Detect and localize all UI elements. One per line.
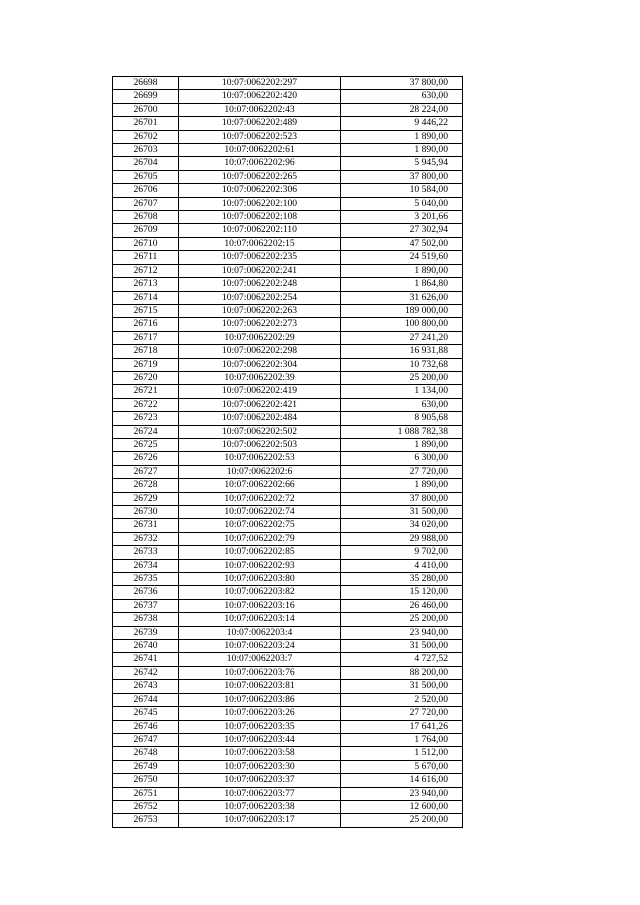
row-number-cell: 26714 [113, 291, 179, 304]
row-number-cell: 26705 [113, 170, 179, 183]
value-cell: 16 931,88 [341, 345, 463, 358]
row-number-cell: 26723 [113, 412, 179, 425]
cadastral-number-cell: 10:07:0062203:17 [179, 814, 341, 827]
table-row [113, 680, 463, 693]
row-number-cell: 26720 [113, 371, 179, 384]
value-cell: 88 200,00 [341, 666, 463, 679]
value-cell: 47 502,00 [341, 237, 463, 250]
row-number-cell: 26725 [113, 438, 179, 451]
cadastral-number-cell: 10:07:0062202:96 [179, 157, 341, 170]
cadastral-number-cell: 10:07:0062202:419 [179, 385, 341, 398]
row-number-cell: 26732 [113, 532, 179, 545]
value-cell: 37 800,00 [341, 77, 463, 90]
value-cell: 27 241,20 [341, 331, 463, 344]
row-number-cell: 26742 [113, 666, 179, 679]
value-cell: 2 520,00 [341, 693, 463, 706]
value-cell: 1 088 782,38 [341, 425, 463, 438]
row-number-cell: 26703 [113, 144, 179, 157]
cadastral-number-cell: 10:07:0062203:38 [179, 800, 341, 813]
row-number-cell: 26708 [113, 211, 179, 224]
value-cell: 9 446,22 [341, 117, 463, 130]
value-cell: 4 727,52 [341, 653, 463, 666]
value-cell: 5 040,00 [341, 197, 463, 210]
table-row [113, 184, 463, 197]
table-row [113, 278, 463, 291]
cadastral-number-cell: 10:07:0062202:43 [179, 103, 341, 116]
table-row [113, 331, 463, 344]
cadastral-number-cell: 10:07:0062203:7 [179, 653, 341, 666]
table-row [113, 800, 463, 813]
table-row [113, 693, 463, 706]
row-number-cell: 26743 [113, 680, 179, 693]
row-number-cell: 26706 [113, 184, 179, 197]
table-row [113, 519, 463, 532]
value-cell: 31 500,00 [341, 640, 463, 653]
table-row [113, 425, 463, 438]
table-row [113, 452, 463, 465]
value-cell: 8 905,68 [341, 412, 463, 425]
value-cell: 27 720,00 [341, 465, 463, 478]
table-row [113, 492, 463, 505]
row-number-cell: 26736 [113, 586, 179, 599]
row-number-cell: 26707 [113, 197, 179, 210]
cadastral-number-cell: 10:07:0062202:29 [179, 331, 341, 344]
cadastral-number-cell: 10:07:0062202:79 [179, 532, 341, 545]
row-number-cell: 26710 [113, 237, 179, 250]
table-row [113, 90, 463, 103]
value-cell: 31 626,00 [341, 291, 463, 304]
value-cell: 1 134,00 [341, 385, 463, 398]
cadastral-number-cell: 10:07:0062202:420 [179, 90, 341, 103]
row-number-cell: 26701 [113, 117, 179, 130]
row-number-cell: 26700 [113, 103, 179, 116]
table-row [113, 144, 463, 157]
table-row [113, 586, 463, 599]
row-number-cell: 26721 [113, 385, 179, 398]
value-cell: 26 460,00 [341, 599, 463, 612]
table-row [113, 653, 463, 666]
table-row [113, 130, 463, 143]
value-cell: 24 519,60 [341, 251, 463, 264]
row-number-cell: 26734 [113, 559, 179, 572]
table-row [113, 720, 463, 733]
value-cell: 1 890,00 [341, 144, 463, 157]
cadastral-number-cell: 10:07:0062202:235 [179, 251, 341, 264]
row-number-cell: 26748 [113, 747, 179, 760]
cadastral-number-cell: 10:07:0062203:37 [179, 774, 341, 787]
cadastral-number-cell: 10:07:0062202:273 [179, 318, 341, 331]
cadastral-number-cell: 10:07:0062202:484 [179, 412, 341, 425]
row-number-cell: 26740 [113, 640, 179, 653]
cadastral-number-cell: 10:07:0062202:306 [179, 184, 341, 197]
row-number-cell: 26718 [113, 345, 179, 358]
table-row [113, 666, 463, 679]
value-cell: 3 201,66 [341, 211, 463, 224]
table-row [113, 599, 463, 612]
value-cell: 35 280,00 [341, 573, 463, 586]
row-number-cell: 26753 [113, 814, 179, 827]
table-row [113, 733, 463, 746]
table-row [113, 304, 463, 317]
row-number-cell: 26750 [113, 774, 179, 787]
cadastral-number-cell: 10:07:0062202:489 [179, 117, 341, 130]
table-row [113, 747, 463, 760]
cadastral-number-cell: 10:07:0062203:4 [179, 626, 341, 639]
value-cell: 100 800,00 [341, 318, 463, 331]
value-cell: 12 600,00 [341, 800, 463, 813]
value-cell: 630,00 [341, 90, 463, 103]
value-cell: 25 200,00 [341, 814, 463, 827]
value-cell: 10 584,00 [341, 184, 463, 197]
table-row [113, 546, 463, 559]
row-number-cell: 26747 [113, 733, 179, 746]
cadastral-number-cell: 10:07:0062203:86 [179, 693, 341, 706]
cadastral-number-cell: 10:07:0062203:14 [179, 613, 341, 626]
table-body [113, 77, 463, 828]
cadastral-number-cell: 10:07:0062202:108 [179, 211, 341, 224]
table-row [113, 224, 463, 237]
cadastral-number-cell: 10:07:0062202:6 [179, 465, 341, 478]
table-row [113, 398, 463, 411]
table-row [113, 345, 463, 358]
cadastral-number-cell: 10:07:0062202:74 [179, 506, 341, 519]
value-cell: 1 890,00 [341, 130, 463, 143]
value-cell: 9 702,00 [341, 546, 463, 559]
cadastral-number-cell: 10:07:0062202:85 [179, 546, 341, 559]
table-row [113, 760, 463, 773]
row-number-cell: 26752 [113, 800, 179, 813]
cadastral-number-cell: 10:07:0062203:80 [179, 573, 341, 586]
cadastral-number-cell: 10:07:0062203:58 [179, 747, 341, 760]
table-row [113, 465, 463, 478]
value-cell: 37 800,00 [341, 170, 463, 183]
cadastral-number-cell: 10:07:0062202:72 [179, 492, 341, 505]
row-number-cell: 26711 [113, 251, 179, 264]
value-cell: 4 410,00 [341, 559, 463, 572]
value-cell: 17 641,26 [341, 720, 463, 733]
table-row [113, 291, 463, 304]
value-cell: 630,00 [341, 398, 463, 411]
cadastral-number-cell: 10:07:0062202:15 [179, 237, 341, 250]
cadastral-number-cell: 10:07:0062202:304 [179, 358, 341, 371]
cadastral-number-cell: 10:07:0062203:35 [179, 720, 341, 733]
table-row [113, 438, 463, 451]
table-row [113, 264, 463, 277]
row-number-cell: 26719 [113, 358, 179, 371]
table-row [113, 707, 463, 720]
row-number-cell: 26722 [113, 398, 179, 411]
row-number-cell: 26727 [113, 465, 179, 478]
table-row [113, 573, 463, 586]
cadastral-number-cell: 10:07:0062203:16 [179, 599, 341, 612]
value-cell: 23 940,00 [341, 626, 463, 639]
cadastral-number-cell: 10:07:0062202:298 [179, 345, 341, 358]
row-number-cell: 26729 [113, 492, 179, 505]
row-number-cell: 26746 [113, 720, 179, 733]
table-row [113, 613, 463, 626]
table-row [113, 103, 463, 116]
value-cell: 25 200,00 [341, 613, 463, 626]
table-row [113, 814, 463, 827]
table-row [113, 157, 463, 170]
cadastral-number-cell: 10:07:0062202:75 [179, 519, 341, 532]
row-number-cell: 26733 [113, 546, 179, 559]
value-cell: 25 200,00 [341, 371, 463, 384]
table-row [113, 77, 463, 90]
cadastral-number-cell: 10:07:0062203:44 [179, 733, 341, 746]
table-row [113, 532, 463, 545]
value-cell: 15 120,00 [341, 586, 463, 599]
table-row [113, 626, 463, 639]
table-row [113, 197, 463, 210]
table-row [113, 559, 463, 572]
row-number-cell: 26704 [113, 157, 179, 170]
cadastral-number-cell: 10:07:0062202:61 [179, 144, 341, 157]
table-row [113, 479, 463, 492]
row-number-cell: 26709 [113, 224, 179, 237]
row-number-cell: 26739 [113, 626, 179, 639]
value-cell: 31 500,00 [341, 680, 463, 693]
row-number-cell: 26699 [113, 90, 179, 103]
row-number-cell: 26731 [113, 519, 179, 532]
table-row [113, 117, 463, 130]
cadastral-number-cell: 10:07:0062202:53 [179, 452, 341, 465]
table-row [113, 170, 463, 183]
cadastral-number-cell: 10:07:0062202:263 [179, 304, 341, 317]
value-cell: 5 670,00 [341, 760, 463, 773]
cadastral-number-cell: 10:07:0062203:82 [179, 586, 341, 599]
row-number-cell: 26751 [113, 787, 179, 800]
row-number-cell: 26737 [113, 599, 179, 612]
row-number-cell: 26717 [113, 331, 179, 344]
table-row [113, 787, 463, 800]
table-row [113, 211, 463, 224]
cadastral-number-cell: 10:07:0062203:81 [179, 680, 341, 693]
value-cell: 29 988,00 [341, 532, 463, 545]
cadastral-number-cell: 10:07:0062202:241 [179, 264, 341, 277]
value-cell: 34 020,00 [341, 519, 463, 532]
row-number-cell: 26715 [113, 304, 179, 317]
value-cell: 189 000,00 [341, 304, 463, 317]
value-cell: 1 764,00 [341, 733, 463, 746]
row-number-cell: 26744 [113, 693, 179, 706]
cadastral-number-cell: 10:07:0062202:66 [179, 479, 341, 492]
value-cell: 1 512,00 [341, 747, 463, 760]
value-cell: 37 800,00 [341, 492, 463, 505]
value-cell: 1 864,80 [341, 278, 463, 291]
cadastral-number-cell: 10:07:0062203:24 [179, 640, 341, 653]
value-cell: 5 945,94 [341, 157, 463, 170]
table-row [113, 251, 463, 264]
table-row [113, 506, 463, 519]
value-cell: 1 890,00 [341, 479, 463, 492]
value-cell: 27 302,94 [341, 224, 463, 237]
table-row [113, 371, 463, 384]
row-number-cell: 26730 [113, 506, 179, 519]
value-cell: 1 890,00 [341, 438, 463, 451]
value-cell: 1 890,00 [341, 264, 463, 277]
value-cell: 31 500,00 [341, 506, 463, 519]
row-number-cell: 26749 [113, 760, 179, 773]
value-cell: 6 300,00 [341, 452, 463, 465]
table-row [113, 774, 463, 787]
row-number-cell: 26735 [113, 573, 179, 586]
cadastral-value-table [112, 76, 463, 828]
cadastral-number-cell: 10:07:0062202:265 [179, 170, 341, 183]
value-cell: 10 732,68 [341, 358, 463, 371]
value-cell: 28 224,00 [341, 103, 463, 116]
row-number-cell: 26741 [113, 653, 179, 666]
table-row [113, 358, 463, 371]
cadastral-number-cell: 10:07:0062203:76 [179, 666, 341, 679]
table-row [113, 412, 463, 425]
table-row [113, 385, 463, 398]
cadastral-number-cell: 10:07:0062202:93 [179, 559, 341, 572]
value-cell: 27 720,00 [341, 707, 463, 720]
row-number-cell: 26712 [113, 264, 179, 277]
cadastral-number-cell: 10:07:0062202:39 [179, 371, 341, 384]
row-number-cell: 26698 [113, 77, 179, 90]
cadastral-number-cell: 10:07:0062203:30 [179, 760, 341, 773]
cadastral-number-cell: 10:07:0062202:100 [179, 197, 341, 210]
cadastral-number-cell: 10:07:0062203:26 [179, 707, 341, 720]
cadastral-number-cell: 10:07:0062202:110 [179, 224, 341, 237]
cadastral-number-cell: 10:07:0062202:523 [179, 130, 341, 143]
cadastral-number-cell: 10:07:0062202:254 [179, 291, 341, 304]
value-cell: 23 940,00 [341, 787, 463, 800]
cadastral-number-cell: 10:07:0062202:248 [179, 278, 341, 291]
row-number-cell: 26745 [113, 707, 179, 720]
value-cell: 14 616,00 [341, 774, 463, 787]
row-number-cell: 26738 [113, 613, 179, 626]
row-number-cell: 26713 [113, 278, 179, 291]
row-number-cell: 26726 [113, 452, 179, 465]
cadastral-number-cell: 10:07:0062202:421 [179, 398, 341, 411]
cadastral-number-cell: 10:07:0062202:503 [179, 438, 341, 451]
cadastral-number-cell: 10:07:0062202:297 [179, 77, 341, 90]
table-row [113, 640, 463, 653]
row-number-cell: 26702 [113, 130, 179, 143]
table-row [113, 318, 463, 331]
row-number-cell: 26724 [113, 425, 179, 438]
row-number-cell: 26716 [113, 318, 179, 331]
cadastral-number-cell: 10:07:0062203:77 [179, 787, 341, 800]
table-row [113, 237, 463, 250]
row-number-cell: 26728 [113, 479, 179, 492]
cadastral-number-cell: 10:07:0062202:502 [179, 425, 341, 438]
